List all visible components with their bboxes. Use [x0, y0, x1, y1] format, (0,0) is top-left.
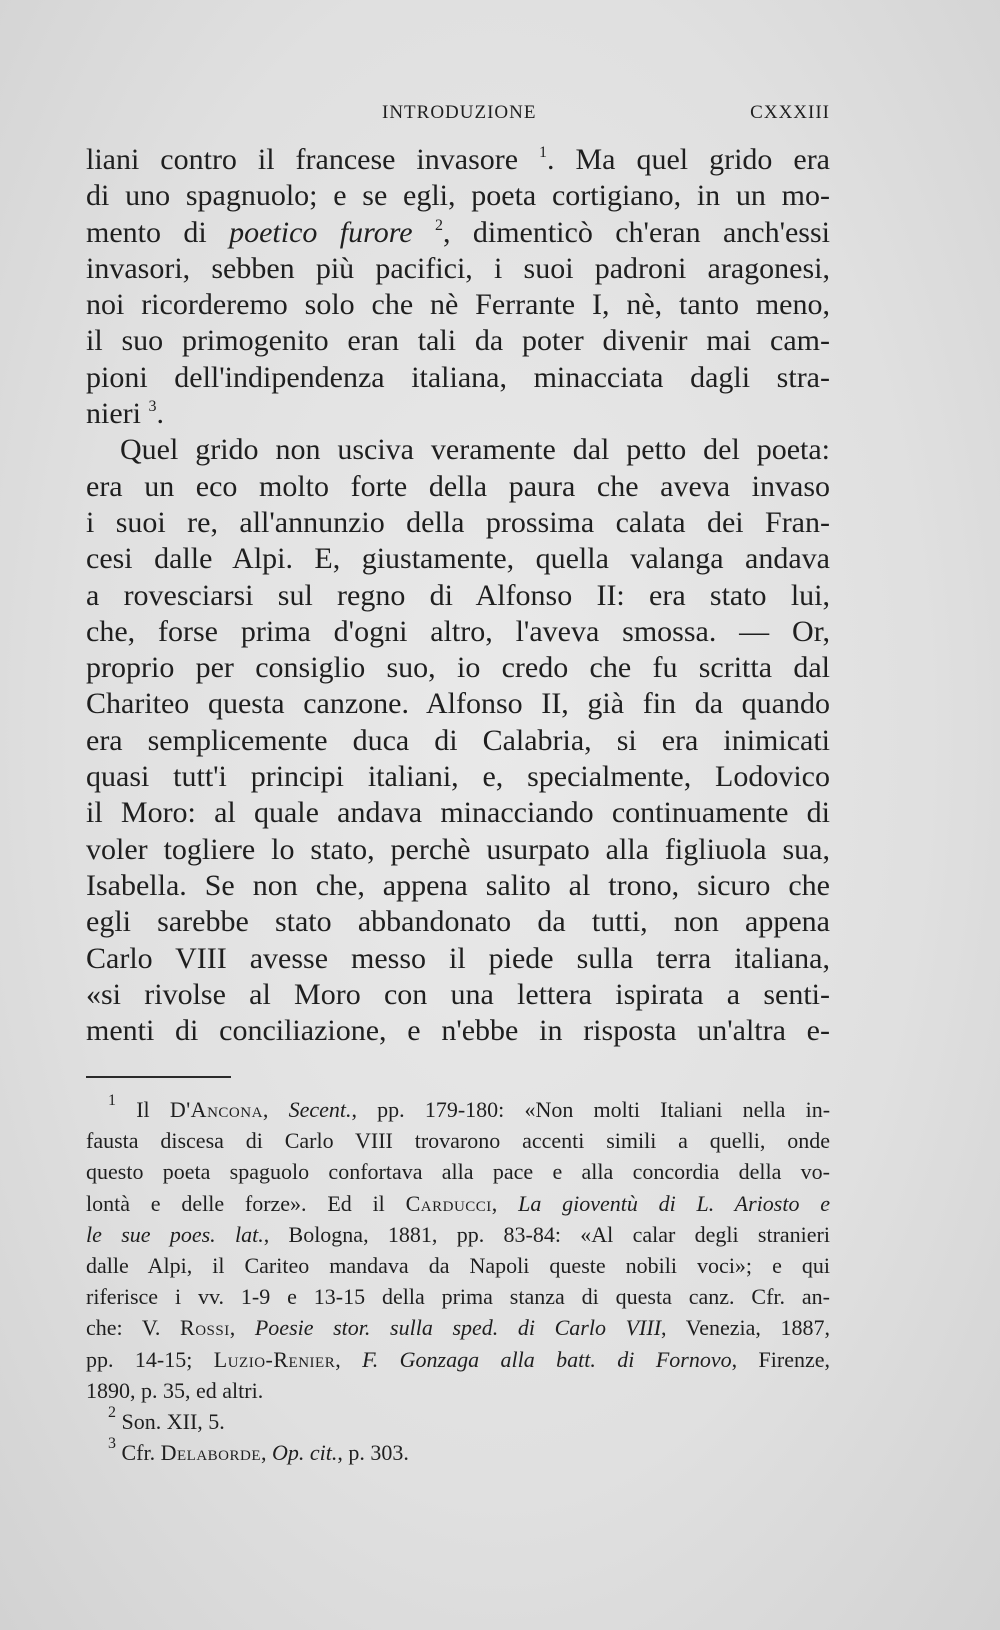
work-title: le sue poes. lat. — [86, 1221, 264, 1247]
page-number: CXXXIII — [750, 102, 830, 123]
text-line: noi ricorderemo solo che nè Ferrante I, nè, tanto meno, — [86, 288, 830, 322]
text-run: Son. XII, 5. — [121, 1409, 225, 1435]
author-name: Luzio-Renier — [213, 1346, 336, 1372]
footnote-line: $^3$ Cfr. Delaborde, Op. cit., p. 303. — [108, 1435, 409, 1466]
author-name: Rossi — [180, 1315, 230, 1341]
text-run: , p. 303. — [337, 1440, 409, 1466]
text-line — [86, 215, 830, 251]
footnote-line: 1890, p. 35, ed altri. — [86, 1377, 264, 1403]
text-run: . — [156, 397, 164, 431]
text-line: egli sarebbe stato abbandonato da tutti, non appena — [86, 905, 830, 939]
footnote-line — [86, 1219, 830, 1250]
text-line: il suo primogenito eran tali da poter divenir mai cam- — [86, 324, 830, 358]
footnote-line: pp. 14-15; Luzio-Renier, F. Gonzaga alla batt. di Fornovo, Firenze, — [86, 1346, 830, 1372]
text-run: , Firenze, — [731, 1346, 830, 1372]
text-line — [86, 142, 830, 178]
text-line — [86, 396, 830, 432]
text-run: lontà e delle forze». Ed il — [86, 1190, 385, 1216]
work-title: Secent. — [288, 1097, 352, 1122]
footnote-line: fausta discesa di Carlo VIII trovarono accenti simili a quelli, onde — [86, 1128, 830, 1154]
text-line: voler togliere lo stato, perchè usurpato alla figliuola sua, — [86, 832, 830, 866]
text-line: Carlo VIII avesse messo il piede sulla terra italiana, — [86, 941, 830, 975]
text-run: , dimenticò ch'eran anch'essi — [442, 215, 830, 249]
footnotes — [86, 1094, 830, 1468]
text-run: pp. 14-15; — [86, 1346, 193, 1372]
text-run: Cfr. — [121, 1440, 156, 1466]
footnote-ref: 1 — [539, 144, 548, 161]
text-line: il Moro: al quale andava minacciando continuamente di — [86, 796, 830, 830]
footnote-ref: 2 — [434, 216, 443, 234]
footnote-rule — [86, 1076, 231, 1078]
emphasis: poetico furore — [229, 215, 413, 249]
footnote-line: che: V. Rossi, Poesie stor. sulla sped. di Carlo VIII, Venezia, 1887, — [86, 1315, 830, 1341]
work-title: Poesie stor. sulla sped. di Carlo VIII — [254, 1315, 662, 1341]
author-name: D'Ancona — [169, 1097, 263, 1122]
text-run: mento di — [86, 215, 207, 249]
text-line: proprio per consiglio suo, io credo che fu scritta dal — [86, 651, 830, 685]
text-run: , Bologna, 1881, pp. 83-84: «Al calar degli stranieri — [263, 1221, 830, 1247]
text-run: liani contro il francese invasore — [86, 143, 519, 176]
text-line: Isabella. Se non che, appena salito al trono, sicuro che — [86, 868, 830, 902]
text-line: era semplicemente duca di Calabria, si era inimicati — [86, 723, 830, 757]
footnote-ref: 3 — [148, 398, 157, 416]
work-title: Op. cit. — [272, 1440, 338, 1466]
work-title: F. Gonzaga alla batt. di Fornovo — [362, 1346, 732, 1372]
footnote-number: 1 — [108, 1092, 116, 1109]
text-line: pioni dell'indipendenza italiana, minacciata dagli stra- — [86, 360, 830, 394]
text-line: invasori, sebben più pacifici, i suoi padroni aragonesi, — [86, 251, 830, 285]
author-name: Delaborde — [160, 1440, 262, 1466]
text-line: «si rivolse al Moro con una lettera ispirata a senti- — [86, 977, 830, 1011]
text-run: Il — [136, 1097, 150, 1122]
text-line: menti di conciliazione, e n'ebbe in risposta un'altra e- — [86, 1014, 830, 1048]
text-line: di uno spagnuolo; e se egli, poeta cortigiano, in un mo- — [86, 179, 830, 213]
text-line: Chariteo questa canzone. Alfonso II, già fin da quando — [86, 687, 830, 721]
text-run: nieri — [86, 397, 141, 431]
footnote-line: questo poeta spaguolo confortava alla pace e alla concordia della vo- — [86, 1159, 830, 1185]
work-title: La gioventù di L. Ariosto e — [518, 1190, 831, 1216]
footnote-line — [86, 1406, 830, 1437]
text-line: era un eco molto forte della paura che aveva invaso — [86, 469, 830, 503]
text-run: , pp. 179-180: «Non molti Italiani nella in- — [351, 1097, 831, 1122]
author-name: Carducci — [405, 1190, 492, 1216]
text-run: che: V. — [86, 1315, 161, 1341]
footnote-line: dalle Alpi, il Cariteo mandava da Napoli queste nobili voci»; e qui — [86, 1253, 830, 1279]
text-line: che, forse prima d'ogni altro, l'aveva smossa. — Or, — [86, 614, 830, 648]
footnote-line: $^1$ Il D'Ancona, Secent., pp. 179-180: «Non molti Italiani nella in- — [108, 1092, 831, 1122]
text-run: , Venezia, 1887, — [661, 1315, 830, 1341]
text-line: Quel grido non usciva veramente dal petto del poeta: — [120, 433, 830, 467]
footnote-number: 3 — [108, 1435, 116, 1453]
main-text — [86, 142, 830, 1049]
page-header — [86, 102, 830, 132]
footnote-line: lontà e delle forze». Ed il Carducci, La gioventù di L. Ariosto e — [86, 1190, 831, 1216]
text-line: cesi dalle Alpi. E, giustamente, quella valanga andava — [86, 542, 830, 576]
text-run: . Ma quel grido era — [547, 143, 830, 176]
footnote-number: 2 — [108, 1404, 116, 1422]
footnote-line: riferisce i vv. 1-9 e 13-15 della prima stanza di questa canz. Cfr. an- — [86, 1284, 830, 1310]
running-title: INTRODUZIONE — [382, 102, 537, 123]
text-line: quasi tutt'i principi italiani, e, specialmente, Lodovico — [86, 760, 830, 794]
text-line: a rovesciarsi sul regno di Alfonso II: era stato lui, — [86, 578, 830, 612]
text-line: i suoi re, all'annunzio della prossima calata dei Fran- — [86, 505, 830, 539]
